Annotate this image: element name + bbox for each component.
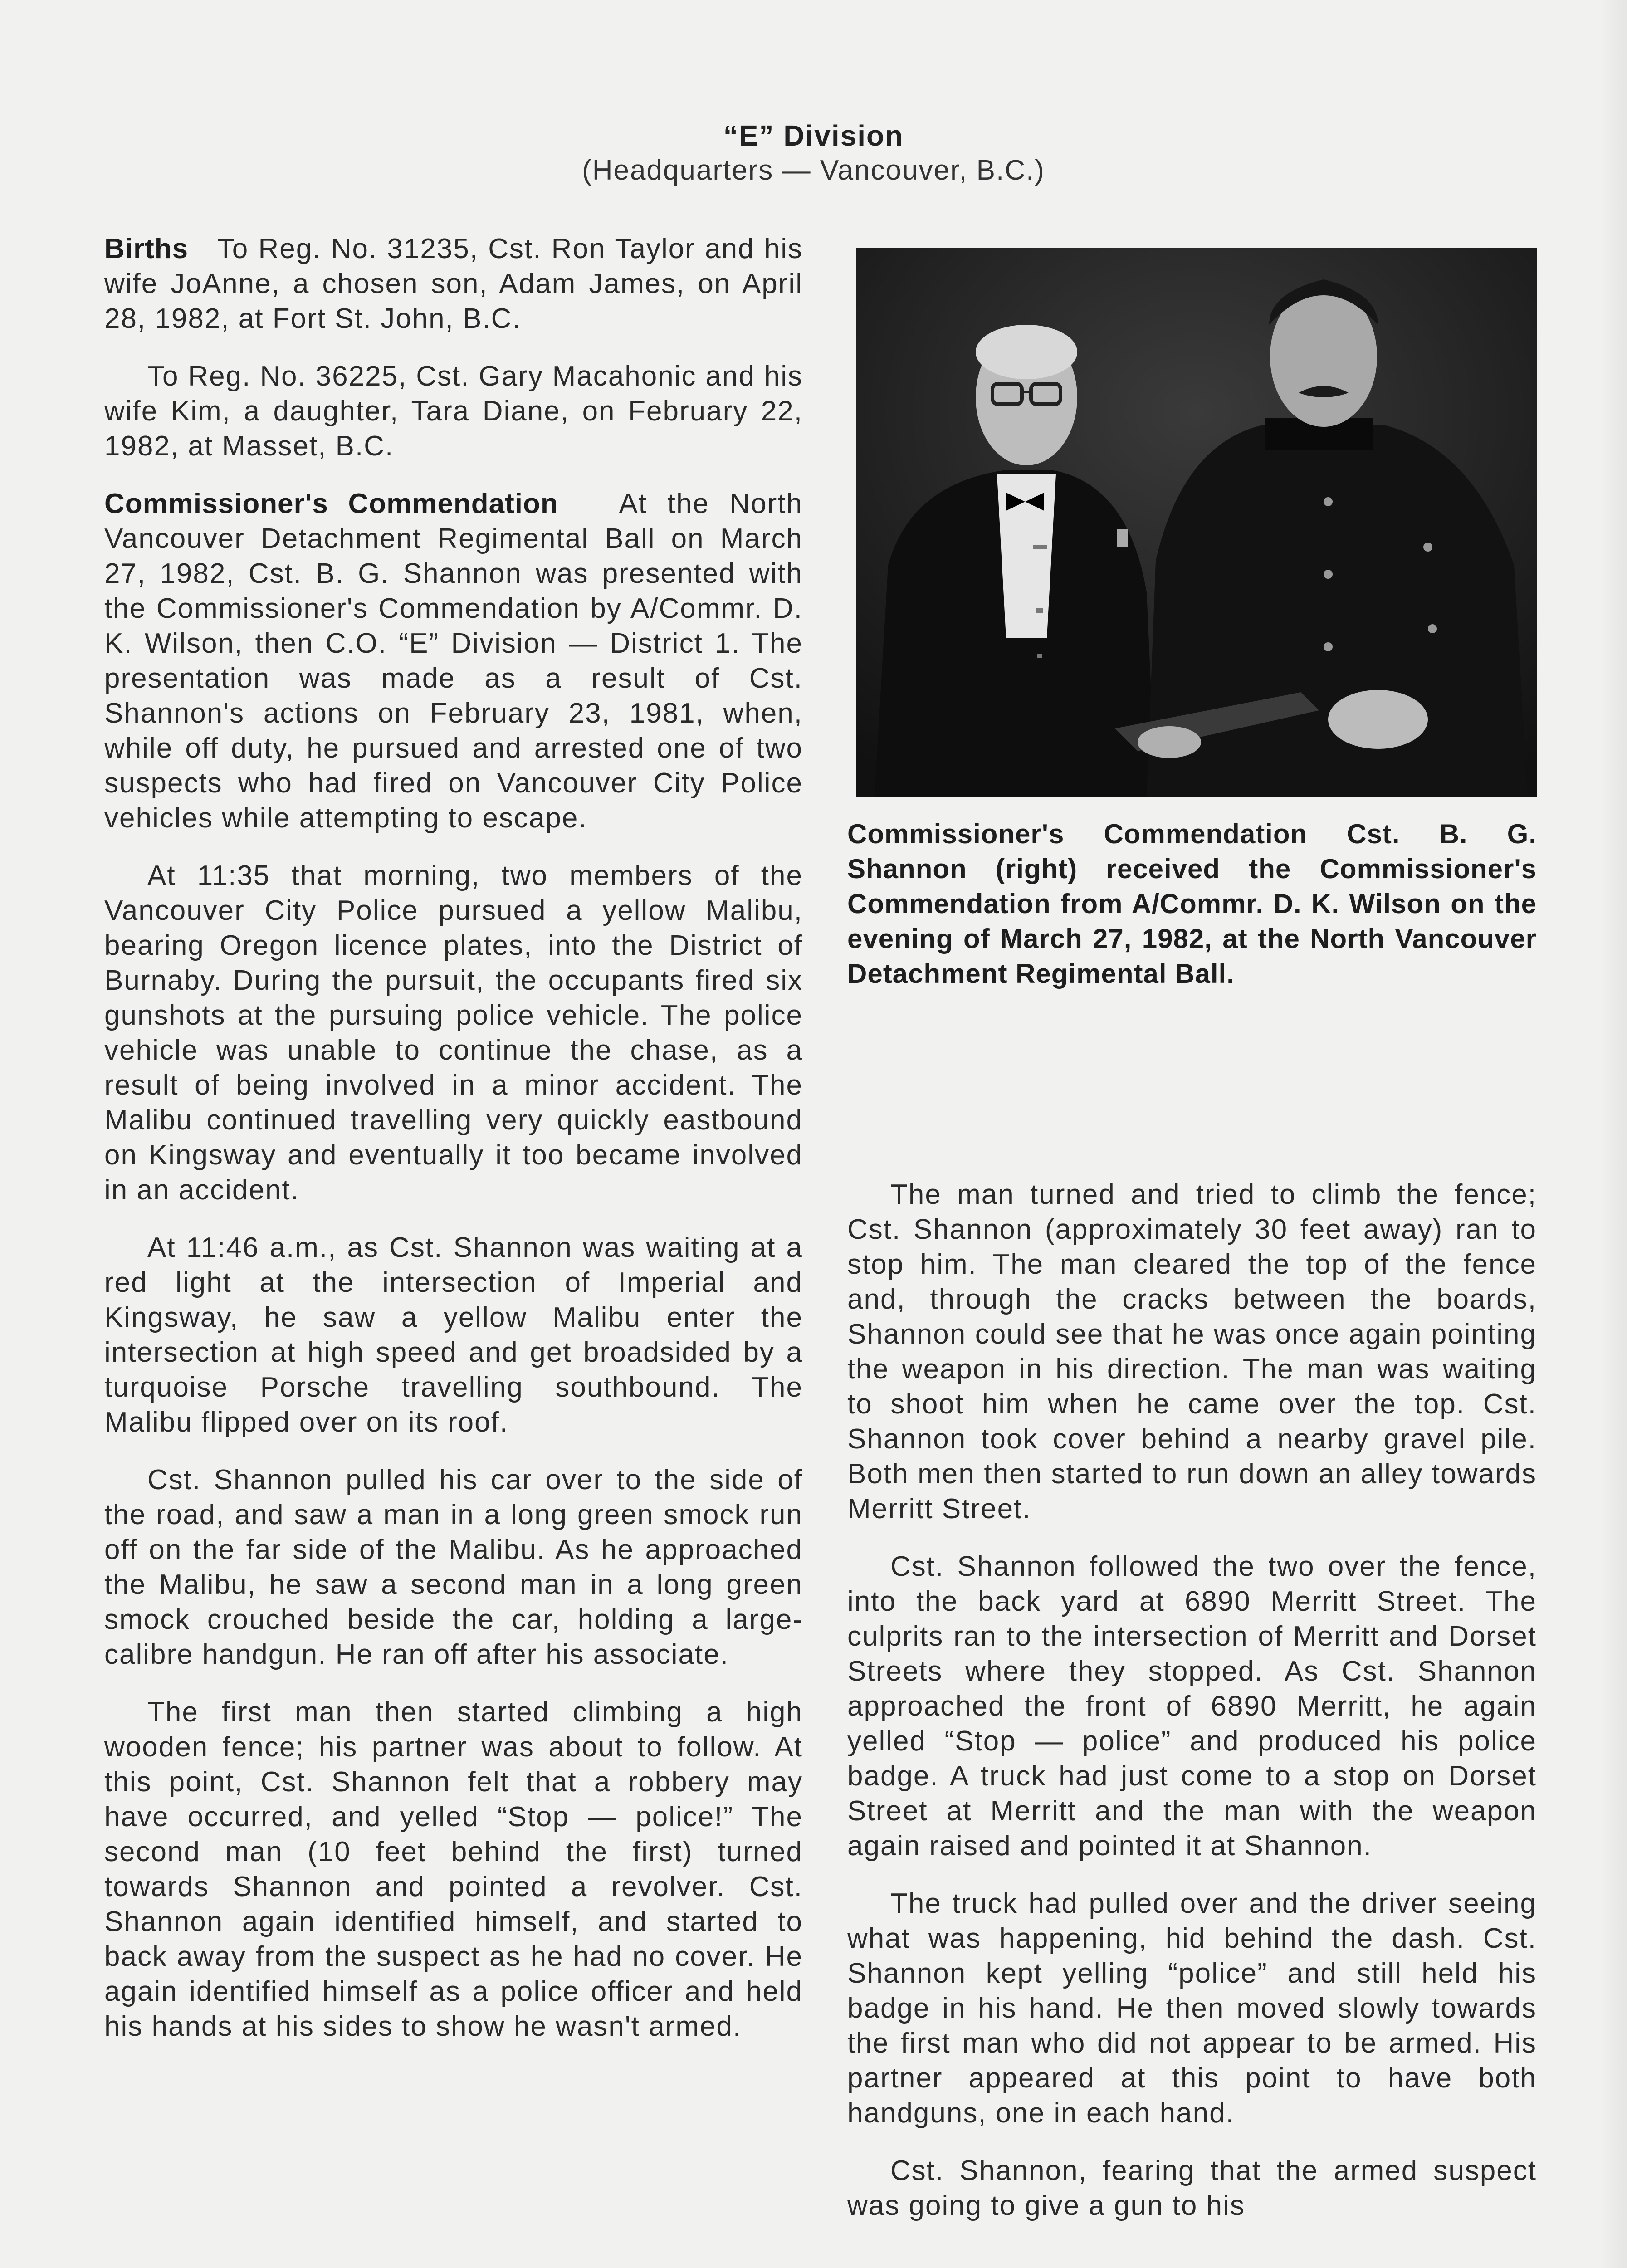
page-edge-shadow xyxy=(1600,0,1627,2268)
births-paragraph-2: To Reg. No. 36225, Cst. Gary Macahonic and his wife Kim, a daughter, Tara Diane, on February 22, 1982, at Masset, B.C. xyxy=(104,361,803,462)
right-paragraph-3: The truck had pulled over and the driver seeing what was happening, hid behind the dash. Cst. Shannon kept yelling “police” and still held his badge in his hand. He then moved slowly towards the first man who did not appear to be armed. His partner appeared at this point to have both handguns, one in each hand. xyxy=(847,1888,1537,2129)
photo-caption: Commissioner's Commendation Cst. B. G. Shannon (right) received the Commissioner's Commendation from A/Commr. D. K. Wilson on the evening of March 27, 1982, at the North Vancouver Detachment Regimental Ball. xyxy=(847,819,1537,989)
commendation-heading: Commissioner's Commendation xyxy=(104,488,558,519)
commendation-paragraph xyxy=(104,486,803,836)
births-paragraph-1 xyxy=(104,231,803,336)
left-column xyxy=(104,231,803,2067)
left-paragraph-3: At 11:35 that morning, two members of the Vancouver City Police pursued a yellow Malibu, bearing Oregon licence plates, into the District of Burnaby. During the pursuit, the occupants fired six gunshots at the pursuing police vehicle. The police vehicle was unable to continue the chase, as a result of being involved in a minor accident. The Malibu continued travelling very quickly eastbound on Kingsway and eventually it too became involved in an accident. xyxy=(104,860,803,1206)
right-paragraph-1: The man turned and tried to climb the fence; Cst. Shannon (approximately 30 feet away) ran to stop him. The man cleared the top of the fence and, through the cracks between the boards, Shannon could see that he was once again pointing the weapon in his direction. The man was waiting to shoot him when he came over the top. Cst. Shannon took cover behind a nearby gravel pile. Both men then started to run down an alley towards Merritt Street. xyxy=(847,1179,1537,1525)
commendation-photo xyxy=(856,248,1537,797)
division-title: “E” Division xyxy=(723,119,904,152)
births-heading: Births xyxy=(104,233,189,264)
right-paragraph-4: Cst. Shannon, fearing that the armed suspect was going to give a gun to his xyxy=(847,2155,1537,2221)
right-column xyxy=(847,1177,1537,2246)
commendation-text: At the North Vancouver Detachment Regimental Ball on March 27, 1982, Cst. B. G. Shannon was presented with the Commissioner's Commendation by A/Commr. D. K. Wilson, then C.O. “E” Division — District 1. The presentation was made as a result of Cst. Shannon's actions on February 23, 1981, when, while off duty, he pursued and arrested one of two suspects who had fired on Vancouver City Police vehicles while attempting to escape. xyxy=(104,488,803,834)
left-paragraph-5: Cst. Shannon pulled his car over to the side of the road, and saw a man in a long green smock run off on the far side of the Malibu. As he approached the Malibu, he saw a second man in a long green smock crouched beside the car, holding a large-calibre handgun. He ran off after his associate. xyxy=(104,1464,803,1670)
births-text-1: To Reg. No. 31235, Cst. Ron Taylor and his wife JoAnne, a chosen son, Adam James, on April 28, 1982, at Fort St. John, B.C. xyxy=(104,233,803,334)
left-paragraph-6: The first man then started climbing a high wooden fence; his partner was about to follow. At this point, Cst. Shannon felt that a robbery may have occurred, and yelled “Stop — police!” The second man (10 feet behind the first) turned towards Shannon and pointed a revolver. Cst. Shannon again identified himself, and started to back away from the suspect as he had no cover. He again identified himself as a police officer and held his hands at his sides to show he wasn't armed. xyxy=(104,1696,803,2042)
left-paragraph-4: At 11:46 a.m., as Cst. Shannon was waiting at a red light at the intersection of Imperial and Kingsway, he saw a yellow Malibu enter the intersection at high speed and get broadsided by a turquoise Porsche travelling southbound. The Malibu flipped over on its roof. xyxy=(104,1232,803,1438)
division-subtitle: (Headquarters — Vancouver, B.C.) xyxy=(582,155,1045,186)
right-paragraph-2: Cst. Shannon followed the two over the fence, into the back yard at 6890 Merritt Street. The culprits ran to the intersection of Merritt and Dorset Streets where they stopped. As Cst. Shannon approached the front of 6890 Merritt, he again yelled “Stop — police” and produced his police badge. A truck had just come to a stop on Dorset Street at Merritt and the man with the weapon again raised and pointed it at Shannon. xyxy=(847,1551,1537,1862)
